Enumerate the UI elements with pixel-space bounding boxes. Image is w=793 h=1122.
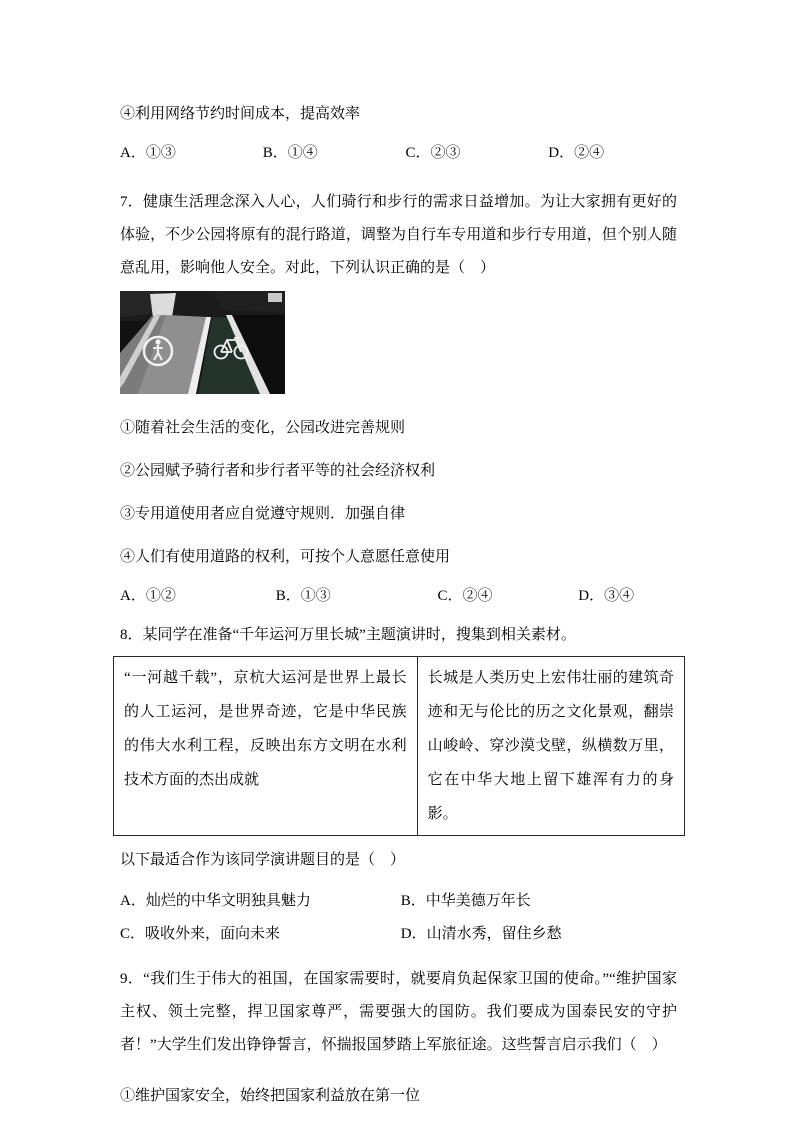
q7-option-3: ③专用道使用者应自觉遵守规则．加强自律: [120, 506, 406, 522]
q8-answer-c: C．吸收外来，面向未来: [120, 926, 281, 942]
q7-answer-a: A．①②: [120, 588, 176, 604]
q6-option-4: ④利用网络节约时间成本，提高效率: [120, 106, 361, 122]
q7-answer-row: [120, 580, 677, 613]
q8-follow: 以下最适合作为该同学演讲题目的是（ ）: [120, 852, 406, 868]
q7-answer-c: C．②④: [437, 588, 493, 604]
q7-option-1: ①随着社会生活的变化，公园改进完善规则: [120, 420, 406, 436]
q8-table-cell-greatwall: 长城是人类历史上宏伟壮丽的建筑奇迹和无与伦比的历之文化景观，翻崇山峻岭、穿沙漠戈壁，纵横数万里，它在中华大地上留下雄浑有力的身影。: [417, 657, 684, 836]
q7-option-4: ④人们有使用道路的权利，可按个人意愿任意使用: [120, 549, 451, 565]
q9-stem: 9．“我们生于伟大的祖国，在国家需要时，就要肩负起保家卫国的使命。”“维护国家主权、领土完整，捍卫国家尊严，需要强大的国防。我们要成为国泰民安的守护者！”大学生们发出铮铮誓言，怀揣报国梦踏上军旅征途。这些誓言启示我们（ ）: [120, 971, 677, 1053]
q8-table-cell-canal: “一河越千载”，京杭大运河是世界上最长的人工运河，是世界奇迹，它是中华民族的伟大水利工程，反映出东方文明在水利技术方面的杰出成就: [114, 657, 418, 836]
q7-lanes-photo: [120, 291, 285, 394]
q7-stem: 7．健康生活理念深入人心，人们骑行和步行的需求日益增加。为让大家拥有更好的体验，不少公园将原有的混行路道，调整为自行车专用道和步行专用道，但个别人随意乱用，影响他人安全。对此，下列认识正确的是（ ）: [120, 194, 677, 276]
q7-option-2: ②公园赋予骑行者和步行者平等的社会经济权利: [120, 463, 436, 479]
q8-stem: 8．某同学在准备“千年运河万里长城”主题演讲时，搜集到相关素材。: [120, 627, 576, 643]
q8-material-table: [113, 656, 685, 836]
q8-answer-row-1: [120, 885, 677, 918]
q8-answer-b: B．中华美德万年长: [400, 893, 531, 909]
q9-option-1: ①维护国家安全，始终把国家利益放在第一位: [120, 1088, 421, 1104]
q6-answer-d: D．②④: [548, 145, 605, 161]
table-row: [114, 657, 685, 836]
q8-answer-d: D．山清水秀，留住乡愁: [400, 926, 562, 942]
q8-answer-a: A．灿烂的中华文明独具魅力: [120, 893, 311, 909]
lanes-photo-graphic: [120, 291, 285, 394]
exam-content: [120, 98, 677, 1113]
q8-answer-row-2: [120, 918, 677, 951]
q6-answer-row: [120, 137, 677, 170]
q6-answer-c: C．②③: [405, 145, 461, 161]
q7-answer-d: D．③④: [578, 588, 635, 604]
q6-answer-b: B．①④: [262, 145, 318, 161]
q7-answer-b: B．①③: [275, 588, 331, 604]
q6-answer-a: A．①③: [120, 145, 176, 161]
